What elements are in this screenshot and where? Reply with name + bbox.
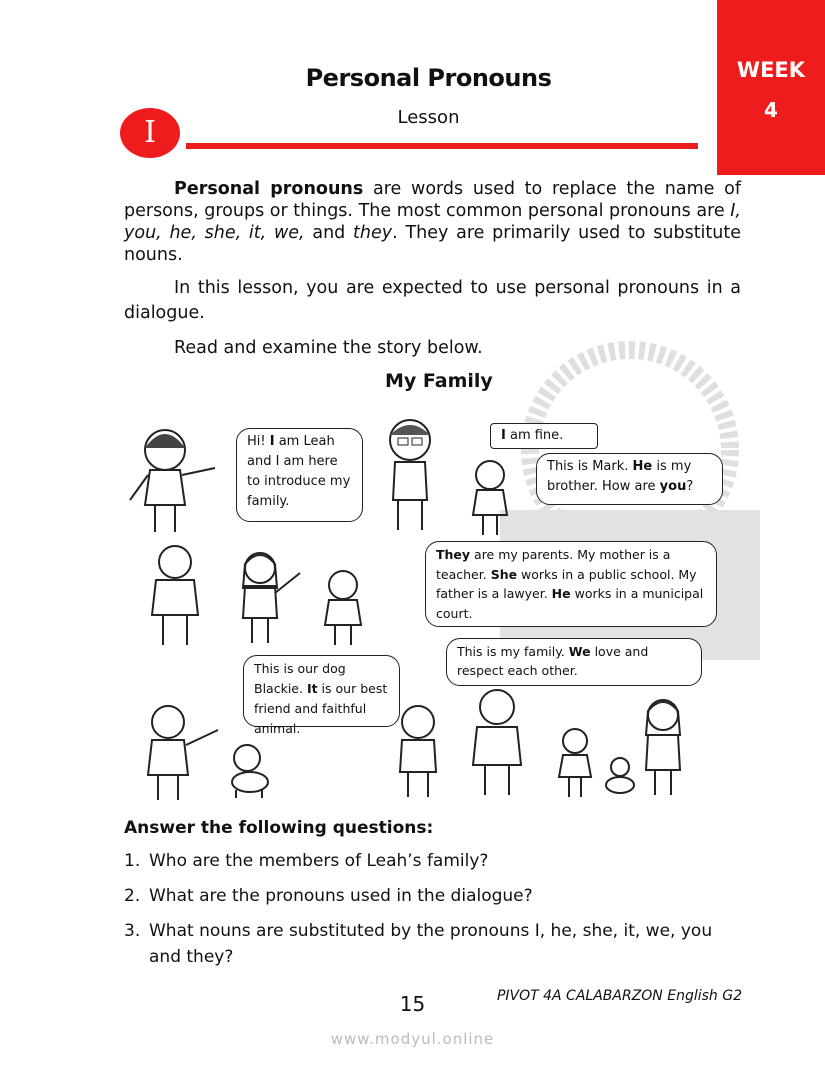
dog-blackie-figure <box>222 740 277 800</box>
questions-heading: Answer the following questions: <box>124 818 434 838</box>
mark-figure <box>370 410 450 535</box>
speech-bubble-leah-mark: This is Mark. He is my brother. How are you? <box>536 453 723 505</box>
speech-bubble-family: This is my family. We love and respect each other. <box>446 638 702 686</box>
speech-bubble-parents: They are my parents. My mother is a teacher. She works in a public school. My father is a lawyer. He works in a municipal court. <box>425 541 717 627</box>
father-figure-2 <box>455 685 540 800</box>
section-badge: I <box>120 108 180 158</box>
page-number: 15 <box>399 992 426 1016</box>
leah-figure-2 <box>305 565 375 650</box>
week-label: WEEK <box>736 58 806 82</box>
speech-bubble-mark: I am fine. <box>490 423 598 449</box>
leah-figure-3 <box>130 700 225 805</box>
question-item: 1. Who are the members of Leah’s family? <box>124 851 489 871</box>
intro-paragraph-2: In this lesson, you are expected to use personal pronouns in a dialogue. <box>124 278 741 323</box>
source-footer: PIVOT 4A CALABARZON English G2 <box>496 988 742 1004</box>
question-item-continuation: and they? <box>149 947 234 967</box>
week-number: 4 <box>764 98 778 122</box>
title-underline <box>186 143 698 149</box>
term-bold: Personal pronouns <box>174 179 364 199</box>
intro-paragraph-3: Read and examine the story below. <box>174 338 483 358</box>
leah-figure <box>120 420 230 540</box>
father-figure <box>138 540 213 650</box>
leah-small-figure <box>455 455 525 540</box>
page-title: Personal Pronouns <box>305 64 552 92</box>
speech-bubble-dog: This is our dog Blackie. It is our best friend and faithful animal. <box>243 655 400 727</box>
question-item: 3. What nouns are substituted by the pronouns I, he, she, it, we, you <box>124 921 713 941</box>
question-item: 2. What are the pronouns used in the dialogue? <box>124 886 533 906</box>
story-title: My Family <box>385 370 493 392</box>
watermark-url: www.modyul.online <box>330 1030 495 1048</box>
speech-bubble-leah-intro: Hi! I am Leah and I am here to introduce my family. <box>236 428 363 522</box>
intro-paragraph-1: Personal pronouns are words used to replace the name of persons, groups or things. The most common personal pronouns are I, you, he, she, it, we, and they. They are primarily used to substitute nouns. <box>124 179 741 265</box>
lesson-subtitle: Lesson <box>397 107 460 128</box>
mother-figure <box>225 548 305 648</box>
mother-figure-2 <box>630 695 700 800</box>
